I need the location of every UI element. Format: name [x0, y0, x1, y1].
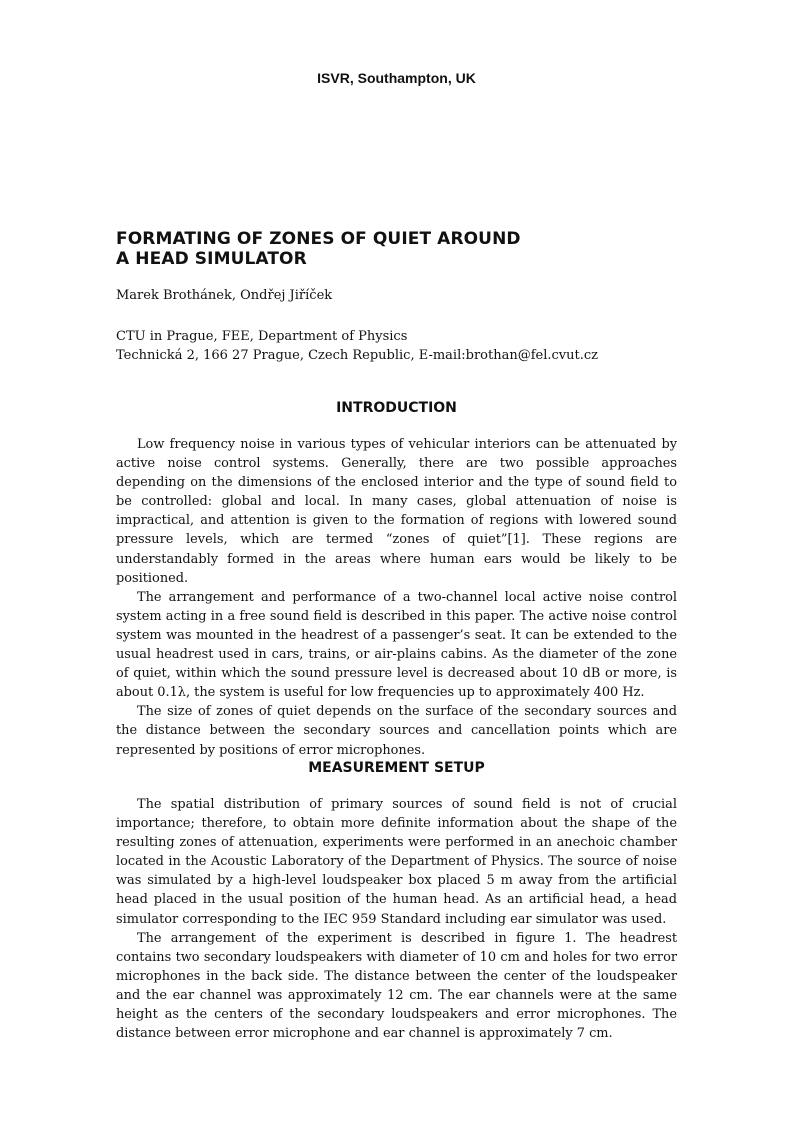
- paper-title: [116, 229, 676, 269]
- authors: Marek Brothánek, Ondřej Jiříček: [116, 288, 333, 303]
- title-line-1: FORMATING OF ZONES OF QUIET AROUND: [116, 229, 521, 249]
- conference-header: ISVR, Southampton, UK: [317, 70, 476, 86]
- affiliation-line-1: CTU in Prague, FEE, Department of Physics: [116, 329, 408, 344]
- measurement-setup-heading: MEASUREMENT SETUP: [308, 760, 485, 776]
- paragraph: The spatial distribution of primary sources of sound field is not of crucial importance; therefore, to obtain more definite information about the shape of the resulting zones of attenuation, experiments were performed in an anechoic chamber located in the Acoustic Laboratory of the Department of Physics. The source of noise was simulated by a high-level loudspeaker box placed 5 m away from the artificial head placed in the usual position of the human head. As an artificial head, a head simulator corresponding to the IEC 959 Standard including ear simulator was used.: [116, 797, 677, 927]
- paragraph: The size of zones of quiet depends on the surface of the secondary sources and the distance between the secondary sources and cancellation points which are represented by positions of error microphones.: [116, 704, 677, 758]
- introduction-heading: INTRODUCTION: [336, 400, 457, 416]
- affiliation-line-2: Technická 2, 166 27 Prague, Czech Republic, E-mail:brothan@fel.cvut.cz: [116, 348, 598, 363]
- paragraph: The arrangement of the experiment is described in figure 1. The headrest contains two secondary loudspeakers with diameter of 10 cm and holes for two error microphones in the back side. The distance between the center of the loudspeaker and the ear channel was approximately 12 cm. The ear channels were at the same height as the centers of the secondary loudspeakers and error microphones. The distance between error microphone and ear channel is approximately 7 cm.: [116, 930, 677, 1042]
- affiliation: [116, 327, 676, 365]
- paragraph: Low frequency noise in various types of vehicular interiors can be attenuated by active noise control systems. Generally, there are two possible approaches depending on the dimensions of the enclosed interior and the type of sound field to be controlled: global and local. In many cases, global attenuation of noise is impractical, and attention is given to the formation of regions with lowered sound pressure levels, which are termed “zones of quiet”[1]. These regions are understandably formed in the areas where human ears would be likely to be positioned.: [116, 437, 677, 586]
- title-line-2: A HEAD SIMULATOR: [116, 249, 307, 269]
- measurement-setup-body: [116, 795, 677, 1043]
- introduction-body: [116, 435, 677, 760]
- paragraph: The arrangement and performance of a two-channel local active noise control system acting in a free sound field is described in this paper. The active noise control system was mounted in the headrest of a passenger’s seat. It can be extended to the usual headrest used in cars, trains, or air-plains cabins. As the diameter of the zone of quiet, within which the sound pressure level is decreased about 10 dB or more, is about 0.1λ, the system is useful for low frequencies up to approximately 400 Hz.: [116, 589, 677, 701]
